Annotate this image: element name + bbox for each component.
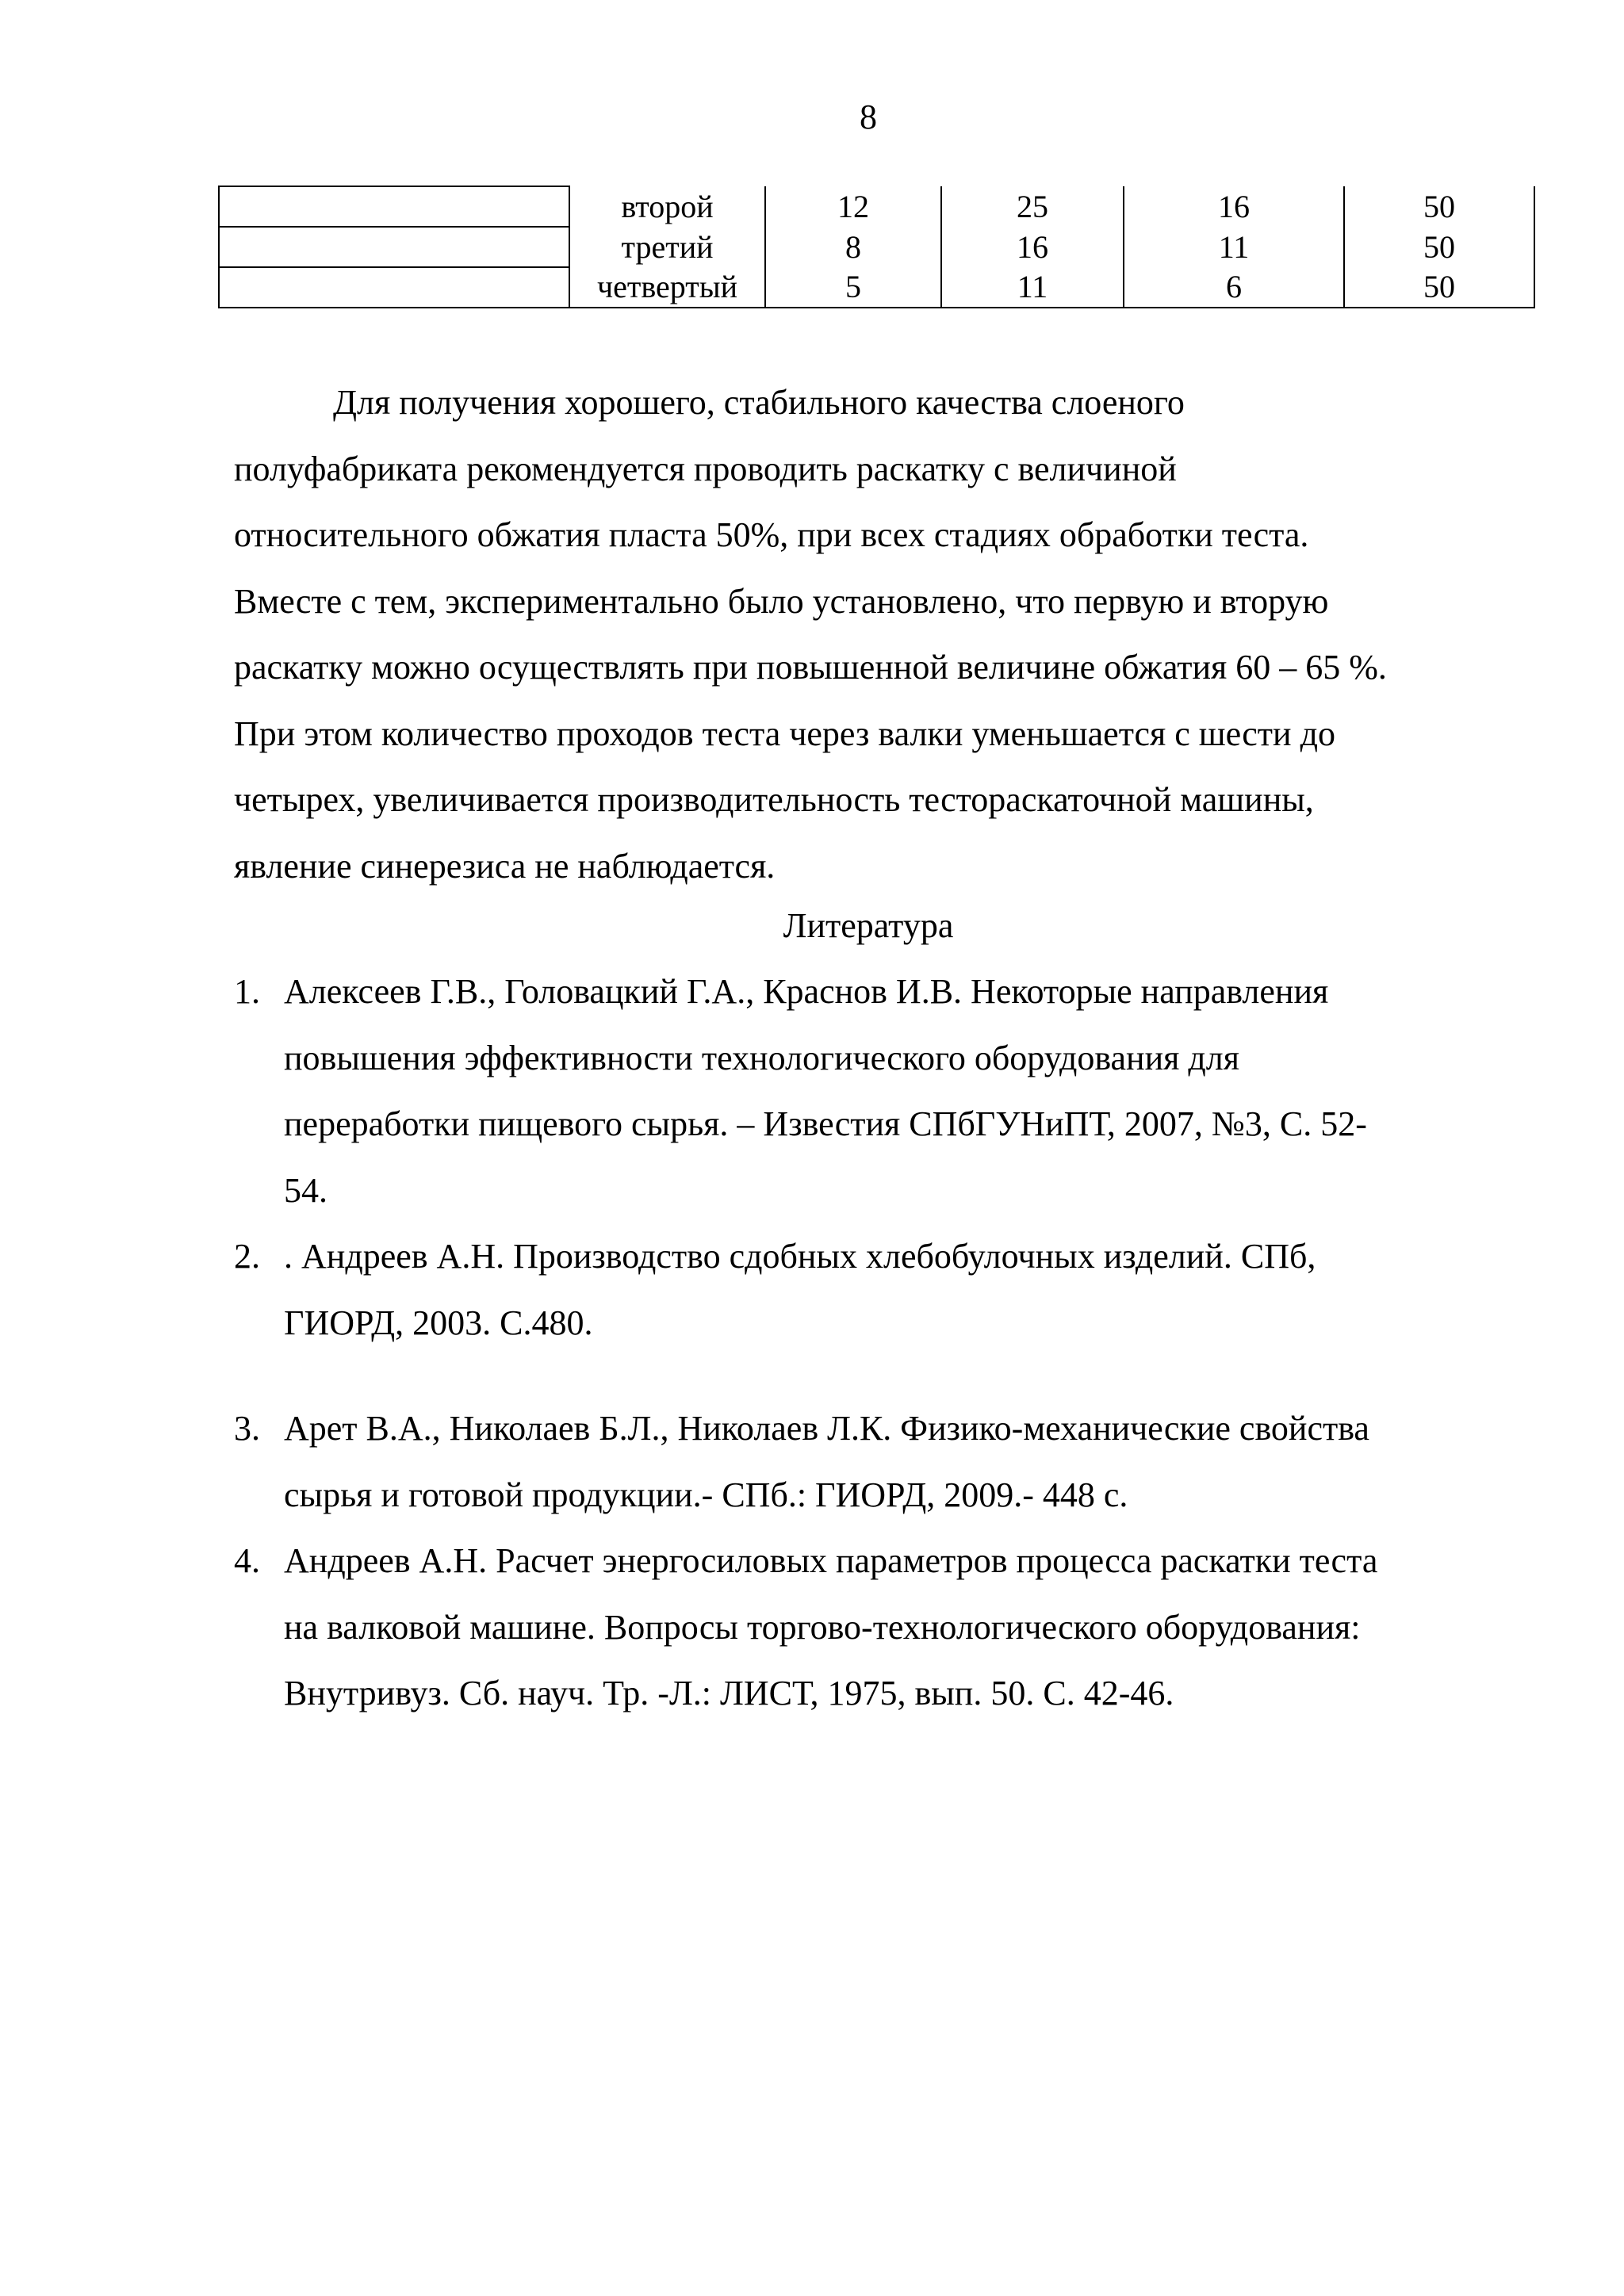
table-row [219,267,1534,308]
reference-number: 4. [234,1541,260,1580]
table-cell: 6 [1124,267,1344,308]
page-number: 8 [860,98,877,136]
paragraph-line: относительного обжатия пласта 50%, при всех стадиях обработки теста. [234,515,1309,554]
paragraph-line: явление синерезиса не наблюдается. [234,846,776,886]
reference-line: повышения эффективности технологического оборудования для [284,1038,1239,1077]
table-cell: 5 [765,267,941,308]
table-row [219,186,1534,227]
body-paragraph [234,369,1534,899]
paragraph-line: Для получения хорошего, стабильного качества слоеного [333,383,1185,422]
reference-item [234,959,1582,1223]
table-cell: 16 [941,227,1124,267]
table-cell: 8 [765,227,941,267]
table-cell: 25 [941,186,1124,227]
table-cell: 12 [765,186,941,227]
table-cell [219,186,569,227]
table-cell: 16 [1124,186,1344,227]
reference-line: Андреев А.Н. Расчет энергосиловых параметров процесса раскатки теста [284,1541,1378,1580]
paragraph-line: полуфабриката рекомендуется проводить раскатку с величиной [234,449,1177,488]
reference-line: ГИОРД, 2003. С.480. [284,1303,593,1342]
literature-heading: Литература [783,906,954,945]
reference-line: переработки пищевого сырья. – Известия СПбГУНиПТ, 2007, №3, С. 52- [284,1104,1367,1143]
reference-item [234,1223,1582,1356]
table-cell: третий [569,227,765,267]
reference-line: на валковой машине. Вопросы торгово-технологического оборудования: [284,1607,1361,1647]
reference-number: 2. [234,1237,260,1276]
table-cell: второй [569,186,765,227]
table-cell [219,267,569,308]
reference-line: Внутривуз. Сб. науч. Тр. -Л.: ЛИСТ, 1975, вып. 50. С. 42-46. [284,1674,1174,1712]
table-cell [219,227,569,267]
table-cell: 11 [941,267,1124,308]
reference-line: 54. [284,1170,327,1210]
reference-number: 3. [234,1409,260,1448]
table-cell: 50 [1344,186,1534,227]
paragraph-line: раскатку можно осуществлять при повышенной величине обжатия 60 – 65 %. [234,648,1387,687]
table-cell: 50 [1344,267,1534,308]
reference-line: сырья и готовой продукции.- СПб.: ГИОРД, 2009.- 448 с. [284,1475,1128,1514]
table-cell: 50 [1344,227,1534,267]
paragraph-line: При этом количество проходов теста через валки уменьшается с шести до [234,714,1335,753]
reference-line: . Андреев А.Н. Производство сдобных хлебобулочных изделий. СПб, [284,1237,1316,1276]
reference-item [234,1395,1582,1528]
data-table [218,186,1535,308]
reference-item [234,1528,1582,1727]
reference-list-continued [234,1395,1582,1727]
reference-list [234,959,1582,1356]
table-row [219,227,1534,267]
reference-line: Арет В.А., Николаев Б.Л., Николаев Л.К. Физико-механические свойства [284,1409,1369,1448]
table-cell: четвертый [569,267,765,308]
paragraph-line: четырех, увеличивается производительность тестораскаточной машины, [234,780,1314,819]
paragraph-line: Вместе с тем, экспериментально было установлено, что первую и вторую [234,581,1329,621]
table-cell: 11 [1124,227,1344,267]
reference-number: 1. [234,972,260,1011]
reference-line: Алексеев Г.В., Головацкий Г.А., Краснов И.В. Некоторые направления [284,972,1329,1011]
